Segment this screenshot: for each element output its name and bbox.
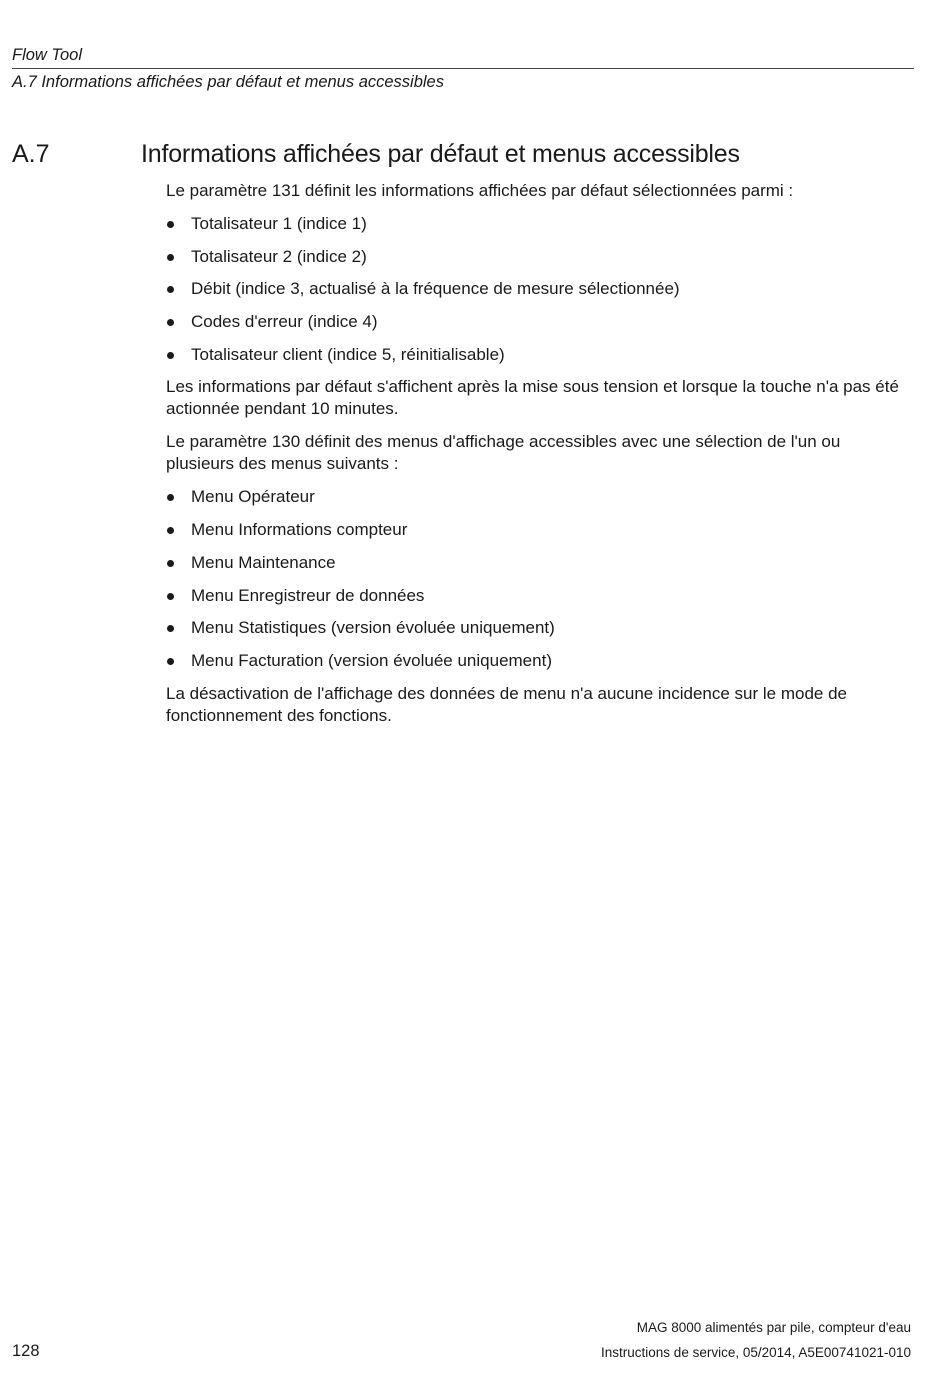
page-number: 128 — [12, 1342, 40, 1360]
running-header-section: A.7 Informations affichées par défaut et menus accessibles — [12, 73, 444, 91]
list-item-text: Menu Statistiques (version évoluée uniquement) — [191, 618, 555, 638]
list-item — [166, 519, 906, 541]
default-info-list — [166, 213, 906, 366]
list-item-text: Menu Opérateur — [191, 487, 315, 507]
intro-paragraph-2: Le paramètre 130 définit des menus d'affichage accessibles avec une sélection de l'un ou plusieurs des menus suivants : — [166, 432, 841, 474]
paragraph-2: Les informations par défaut s'affichent après la mise sous tension et lorsque la touche n'a pas été actionnée pendant 10 minutes. — [166, 377, 899, 419]
section-title: Informations affichées par défaut et menus accessibles — [141, 140, 740, 168]
list-item-text: Codes d'erreur (indice 4) — [191, 312, 378, 332]
list-item-text: Menu Enregistreur de données — [191, 585, 425, 605]
running-header-chapter: Flow Tool — [12, 46, 83, 64]
list-item-text: Menu Informations compteur — [191, 520, 408, 540]
list-item-text: Menu Maintenance — [191, 552, 336, 572]
list-item-text: Totalisateur 2 (indice 2) — [191, 246, 367, 266]
bullet-icon — [167, 352, 174, 359]
list-item-text: Menu Facturation (version évoluée uniquement) — [191, 650, 552, 670]
menus-list — [166, 486, 906, 671]
bullet-icon — [167, 625, 174, 632]
paragraph-3: La désactivation de l'affichage des données de menu n'a aucune incidence sur le mode de fonctionnement des fonctions. — [166, 683, 847, 725]
intro-paragraph-1: Le paramètre 131 définit les informations affichées par défaut sélectionnées parmi : — [166, 181, 794, 200]
section-number: A.7 — [12, 140, 50, 168]
list-item — [166, 617, 906, 639]
header-rule — [12, 68, 914, 69]
list-item — [166, 650, 906, 672]
list-item — [166, 486, 906, 508]
bullet-icon — [167, 254, 174, 261]
list-item — [166, 278, 906, 300]
bullet-icon — [167, 560, 174, 567]
list-item — [166, 344, 906, 366]
bullet-icon — [167, 494, 174, 501]
footer-product: MAG 8000 alimentés par pile, compteur d'eau — [636, 1320, 911, 1335]
list-item-text: Totalisateur 1 (indice 1) — [191, 214, 367, 233]
list-item — [166, 552, 906, 574]
bullet-icon — [167, 319, 174, 326]
bullet-icon — [167, 221, 174, 228]
list-item-text: Débit (indice 3, actualisé à la fréquence de mesure sélectionnée) — [191, 279, 680, 299]
list-item — [166, 311, 906, 333]
bullet-icon — [167, 593, 174, 600]
bullet-icon — [167, 527, 174, 534]
footer-doc-info: Instructions de service, 05/2014, A5E00741021-010 — [601, 1345, 911, 1360]
list-item — [166, 246, 906, 268]
list-item-text: Totalisateur client (indice 5, réinitialisable) — [191, 344, 505, 364]
list-item — [166, 585, 906, 607]
bullet-icon — [167, 658, 174, 665]
section-body — [166, 180, 906, 738]
list-item — [166, 213, 906, 235]
bullet-icon — [167, 286, 174, 293]
